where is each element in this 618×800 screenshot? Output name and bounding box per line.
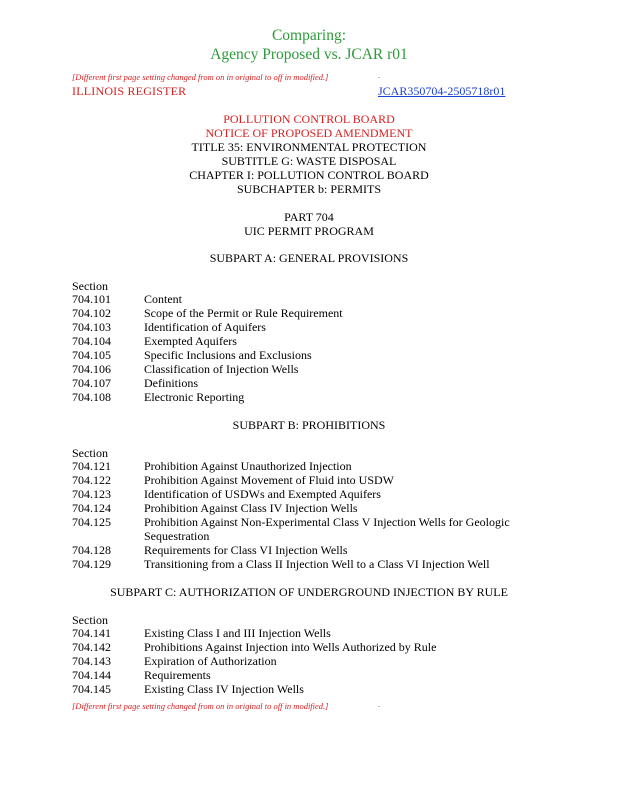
section-number: 704.128 [72, 543, 111, 557]
section-title: Identification of Aquifers [144, 320, 266, 334]
jcar-link[interactable]: JCAR350704-2505718r01 [378, 84, 506, 98]
subpart-c-section-label: Section [72, 613, 108, 627]
section-title: Existing Class I and III Injection Wells [144, 626, 331, 640]
subpart-b-section-label: Section [72, 446, 108, 460]
section-title: Prohibitions Against Injection into Wells Authorized by Rule [144, 640, 437, 654]
section-number: 704.103 [72, 320, 111, 334]
section-number: 704.105 [72, 348, 111, 362]
chapter-heading: CHAPTER I: POLLUTION CONTROL BOARD [189, 168, 429, 182]
section-title: Prohibition Against Class IV Injection Wells [144, 501, 358, 515]
section-title: Electronic Reporting [144, 390, 245, 404]
section-title: Specific Inclusions and Exclusions [144, 348, 312, 362]
section-number: 704.123 [72, 487, 111, 501]
section-number: 704.142 [72, 640, 111, 654]
section-number: 704.141 [72, 626, 111, 640]
first-page-setting-note-bottom: [Different first page setting changed from on in original to off in modified.] [72, 701, 329, 711]
section-number: 704.108 [72, 390, 111, 404]
subtitle-heading: SUBTITLE G: WASTE DISPOSAL [221, 154, 397, 168]
section-number: 704.124 [72, 501, 111, 515]
section-title: Classification of Injection Wells [144, 362, 299, 376]
section-title: Prohibition Against Movement of Fluid into USDW [144, 473, 395, 487]
comparison-title-line2: Agency Proposed vs. JCAR r01 [210, 46, 408, 63]
section-title: Identification of USDWs and Exempted Aquifers [144, 487, 381, 501]
comparison-title-line1: Comparing: [271, 27, 347, 44]
section-number: 704.122 [72, 473, 111, 487]
subpart-a-section-label: Section [72, 279, 108, 293]
subchapter-heading: SUBCHAPTER b: PERMITS [236, 182, 382, 196]
section-title: Content [144, 292, 182, 306]
subpart-a-heading: SUBPART A: GENERAL PROVISIONS [209, 251, 409, 265]
note-dot-bottom: . [378, 700, 380, 709]
section-number: 704.106 [72, 362, 111, 376]
title-heading: TITLE 35: ENVIRONMENTAL PROTECTION [191, 140, 427, 154]
section-number: 704.143 [72, 654, 111, 668]
section-number: 704.104 [72, 334, 111, 348]
section-number: 704.121 [72, 459, 111, 473]
register-header: ILLINOIS REGISTER [72, 84, 187, 98]
section-number: 704.107 [72, 376, 111, 390]
section-title: Scope of the Permit or Rule Requirement [144, 306, 343, 320]
first-page-setting-note-top: [Different first page setting changed from on in original to off in modified.] [72, 72, 329, 82]
section-title: Definitions [144, 376, 198, 390]
note-dot-top: . [378, 71, 380, 80]
section-number: 704.129 [72, 557, 111, 571]
section-title: Existing Class IV Injection Wells [144, 682, 304, 696]
section-title: Requirements for Class VI Injection Wells [144, 543, 348, 557]
notice-heading: NOTICE OF PROPOSED AMENDMENT [205, 126, 413, 140]
subpart-b-heading: SUBPART B: PROHIBITIONS [232, 418, 386, 432]
section-title: Requirements [144, 668, 211, 682]
section-title: Transitioning from a Class II Injection Well to a Class VI Injection Well [144, 557, 490, 571]
subpart-c-heading: SUBPART C: AUTHORIZATION OF UNDERGROUND INJECTION BY RULE [110, 585, 508, 599]
section-number: 704.101 [72, 292, 111, 306]
section-title: Prohibition Against Non-Experimental Class V Injection Wells for Geologic Sequestration [144, 515, 510, 543]
section-number: 704.125 [72, 515, 111, 529]
section-title: Expiration of Authorization [144, 654, 277, 668]
part-heading: PART 704 [284, 210, 334, 224]
section-number: 704.102 [72, 306, 111, 320]
section-title: Prohibition Against Unauthorized Injection [144, 459, 352, 473]
section-number: 704.144 [72, 668, 111, 682]
section-number: 704.145 [72, 682, 111, 696]
section-title: Exempted Aquifers [144, 334, 237, 348]
board-heading: POLLUTION CONTROL BOARD [223, 112, 395, 126]
program-heading: UIC PERMIT PROGRAM [244, 224, 374, 238]
